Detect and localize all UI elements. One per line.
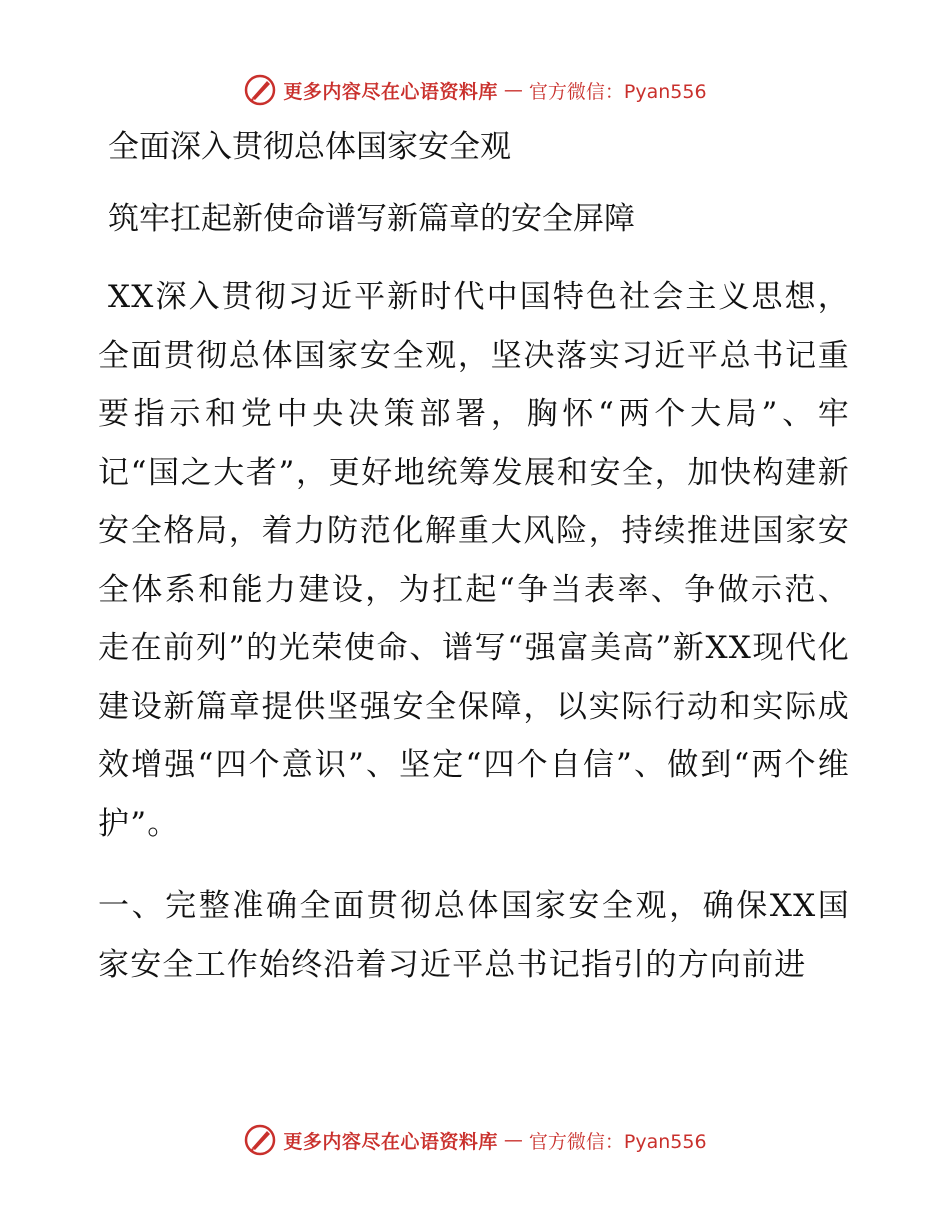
section-heading — [98, 877, 850, 994]
banner-contact: 官方微信：Pyan556 — [528, 1130, 707, 1153]
section-heading-text: 一、完整准确全面贯彻总体国家安全观，确保XX国家安全工作始终沿着习近平总书记指引的方向前进 — [98, 888, 850, 983]
banner-separator: — — [503, 1129, 523, 1151]
intro-paragraph — [98, 268, 850, 853]
quill-pen-logo-icon — [243, 73, 277, 107]
intro-paragraph-text: XX深入贯彻习近平新时代中国特色社会主义思想，全面贯彻总体国家安全观，坚决落实习近平总书记重要指示和党中央决策部署，胸怀“两个大局”、牢记“国之大者”，更好地统筹发展和安全，加快构建新安全格局，着力防范化解重大风险，持续推进国家安全体系和能力建设，为扛起“争当表率、争做示范、走在前列”的光荣使命、谱写“强富美高”新XX现代化建设新篇章提供坚强安全保障，以实际行动和实际成效增强“四个意识”、坚定“四个自信”、做到“两个维护”。 — [98, 279, 850, 842]
document-body — [98, 120, 850, 994]
banner-text: 更多内容尽在心语资料库 — [283, 1130, 498, 1153]
document-title: 全面深入贯彻总体国家安全观 — [108, 129, 511, 165]
quill-pen-logo-icon — [243, 1123, 277, 1157]
footer-watermark-banner — [0, 1120, 950, 1160]
header-watermark-banner — [0, 70, 950, 110]
banner-text: 更多内容尽在心语资料库 — [283, 80, 498, 103]
document-subtitle: 筑牢扛起新使命谱写新篇章的安全屏障 — [108, 201, 635, 237]
banner-contact: 官方微信：Pyan556 — [528, 80, 707, 103]
banner-separator: — — [503, 79, 523, 101]
